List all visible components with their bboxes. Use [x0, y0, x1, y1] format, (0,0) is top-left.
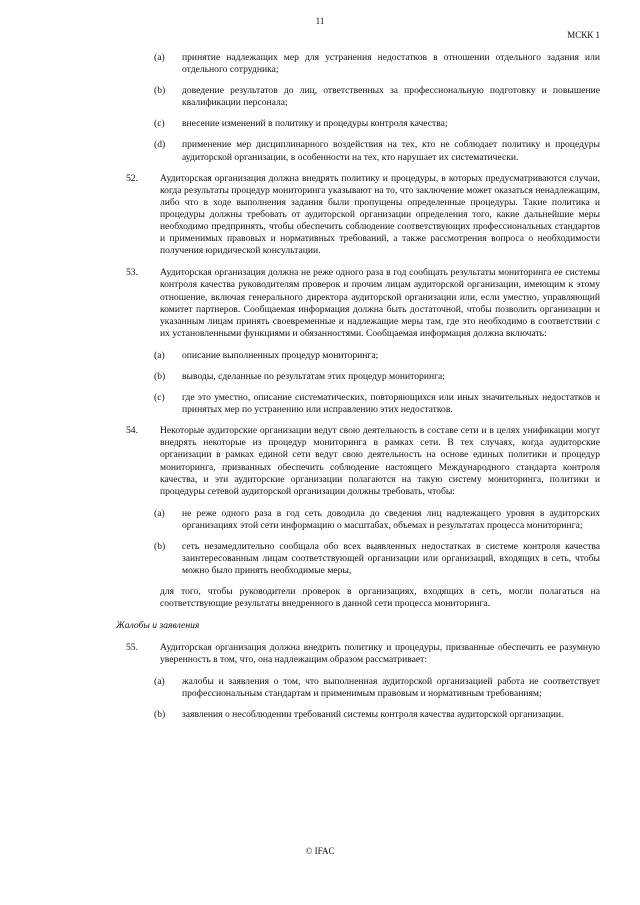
list-text: доведение результатов до лиц, ответственных за профессиональную подготовку и повышение квалификации персонала;: [182, 85, 600, 109]
paragraph-number: 55.: [126, 641, 138, 653]
list-item: [120, 139, 600, 163]
list-label: (a): [154, 52, 165, 63]
copyright-footer: © IFAC: [305, 846, 335, 856]
document-code: МСКК 1: [567, 30, 600, 40]
page-number: 11: [315, 16, 325, 26]
paragraph-text: Некоторые аудиторские организации ведут свою деятельность в составе сети и в целях унификации могут внедрять некоторые из процедур мониторинга в рамках сети. В тех случаях, когда аудиторские организации в рамках единой сети ведут свою деятельность на основе единых политики и процедур мониторинга, призванных обеспечить соблюдение настоящего Международного стандарта контроля качества, и эти аудиторские организации полагаются на такую систему мониторинга, политики и процедуры сетевой аудиторской организации должны требовать, чтобы:: [160, 425, 600, 497]
paragraph-number: 54.: [126, 425, 138, 437]
list-item: [120, 350, 600, 362]
list-label: (c): [154, 118, 165, 130]
section-heading: Жалобы и заявления: [116, 620, 200, 632]
list-item: [120, 709, 600, 721]
list-item: [120, 508, 600, 532]
list-label: (a): [154, 349, 165, 361]
paragraph-number: 52.: [126, 172, 138, 184]
paragraph-number: 53.: [126, 267, 138, 279]
paragraph-52: [120, 173, 600, 258]
paragraph-53: [120, 267, 600, 340]
list-label: (b): [154, 541, 166, 552]
list-item: [120, 371, 600, 383]
paragraph-text: для того, чтобы руководители проверок в организациях, входящих в сеть, могли полагаться на соответствующие результаты внедренного в данной сети процесса мониторинга.: [160, 586, 600, 610]
list-text: применение мер дисциплинарного воздействия на тех, кто не соблюдает политику и процедуры аудиторской организации, в особенности на тех, кто нарушает их систематически.: [182, 139, 600, 163]
list-label: (a): [154, 675, 165, 687]
list-text: внесение изменений в политику и процедуры контроля качества;: [182, 118, 448, 130]
list-item: [120, 676, 600, 700]
paragraph-text: Аудиторская организация должна не реже одного раза в год сообщать результаты мониторинга ее системы контроля качества руководителям проверок и прочим лицам аудиторской организации, имеющим к этому отношение, включая генерального директора аудиторской организации или, если уместно, управляющий комитет партнеров. Сообщаемая информация должна быть достаточной, чтобы позволить организации и указанным лицам принять своевременные и надлежащие меры там, где это необходимо в соответствии с их установленными функциями и обязанностями. Сообщаемая информация должна включать:: [160, 267, 600, 339]
paragraph-54: [120, 425, 600, 498]
list-text: описание выполненных процедур мониторинга;: [182, 349, 379, 361]
list-item: [120, 118, 600, 130]
list-item: [120, 52, 600, 76]
paragraph-55: [120, 642, 600, 666]
list-text: жалобы и заявления о том, что выполненная аудиторской организацией работа не соответствует профессиональным стандартам и применимым правовым и нормативным требованиям;: [182, 675, 600, 699]
list-text: принятие надлежащих мер для устранения недостатков в отношении отдельного задания или отдельного сотрудника;: [182, 52, 600, 76]
document-body: [116, 52, 600, 730]
list-text: выводы, сделанные по результатам этих процедур мониторинга;: [182, 370, 445, 382]
list-label: (c): [154, 392, 165, 404]
list-text: сеть незамедлительно сообщала обо всех выявленных недостатках в системе контроля качества заинтересованным лицам соответствующей организации или организаций, входящих в сеть, чтобы можно было принять необходимые меры,: [182, 541, 600, 577]
list-text: где это уместно, описание систематических, повторяющихся или иных значительных недостатков и принятых мер по устранению или исправлению этих недостатков.: [182, 392, 600, 416]
list-item: [120, 85, 600, 109]
list-label: (a): [154, 507, 165, 519]
list-label: (b): [154, 370, 166, 382]
list-label: (b): [154, 708, 166, 720]
list-item: [120, 392, 600, 416]
list-label: (d): [154, 139, 166, 151]
paragraph-54-continuation: [120, 586, 600, 610]
list-label: (b): [154, 85, 166, 97]
list-text: не реже одного раза в год сеть доводила до сведения лиц надлежащего уровня в аудиторских организациях этой сети информацию о масштабах, объемах и результатах процесса мониторинга;: [182, 507, 600, 531]
list-text: заявления о несоблюдении требований системы контроля качества аудиторской организации.: [182, 708, 564, 720]
list-item: [120, 541, 600, 577]
paragraph-text: Аудиторская организация должна внедрить политику и процедуры, призванные обеспечить ее разумную уверенность в том, что, она надлежащим образом рассматривает:: [160, 641, 600, 665]
paragraph-text: Аудиторская организация должна внедрять политику и процедуры, в которых предусматриваются случаи, когда результаты процедур мониторинга указывают на то, что заключение может оказаться ненадлежащим, либо что в ходе выполнения задания были пропущены определенные процедуры. Такие политика и процедуры должны требовать от аудиторской организации определения того, какие дальнейшие меры необходимо предпринять, чтобы обеспечить соблюдение соответствующих профессиональных стандартов и применимых правовых и нормативных требований, а также рассмотрения вопроса о необходимости получения юридической консультации.: [160, 172, 600, 257]
